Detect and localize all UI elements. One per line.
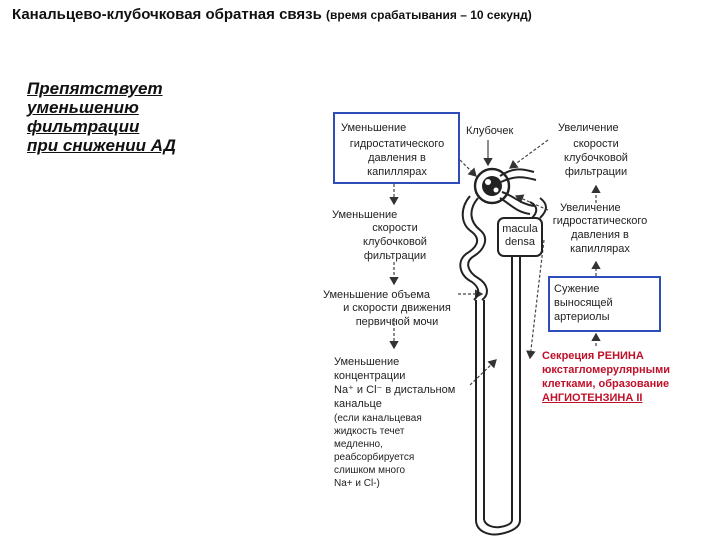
text-line: давления в — [571, 229, 629, 241]
text-line: (если канальцевая — [334, 413, 422, 424]
decrease-pressure-head: Уменьшение — [341, 122, 407, 134]
text-line: капиллярах — [367, 166, 427, 178]
constriction-text — [554, 282, 613, 324]
increase-pressure-text — [540, 214, 660, 256]
note-line: уменьшению — [27, 98, 139, 117]
glomerulus-tuft — [482, 176, 502, 196]
efferent-arteriole — [502, 192, 534, 206]
text-line: слишком много — [334, 465, 406, 476]
text-line: скорости — [372, 222, 418, 234]
proximal-tubule — [468, 198, 487, 300]
decrease-gfr-head: Уменьшение — [332, 209, 398, 221]
text-line: клубочковой — [363, 236, 427, 248]
text-line: Секреция РЕНИНА — [542, 350, 644, 362]
decrease-flow-head — [323, 288, 430, 302]
flow-tail-word: объема — [391, 289, 431, 301]
text-line: клубочковой — [564, 152, 628, 164]
text-line: гидростатического — [349, 138, 445, 150]
text-line: реабсорбируется — [334, 452, 415, 463]
glomerulus-label: Клубочек — [466, 125, 514, 137]
text-line: macula — [502, 223, 538, 235]
text-line: концентрации — [334, 370, 406, 382]
decrease-gfr-text — [335, 221, 455, 263]
text-line: юкстагломерулярными — [542, 364, 670, 376]
text-line: скорости — [573, 138, 619, 150]
text-line: гидростатического — [552, 215, 648, 227]
arrow-box1-to-glomerulus — [460, 160, 476, 176]
decrease-pressure-text — [337, 137, 457, 179]
increase-gfr-text — [540, 137, 652, 179]
text-line: артериолы — [554, 311, 610, 323]
arrow-macula-to-renin — [530, 240, 544, 358]
text-line: давления в — [368, 152, 426, 164]
decrease-flow-text — [332, 301, 462, 329]
text-line: выносящей — [554, 297, 613, 309]
text-line: Na+ и Cl-) — [334, 478, 380, 489]
decrease-conc-detail — [334, 412, 422, 490]
text-line: медленно, — [334, 439, 383, 450]
text-line: фильтрации — [564, 166, 628, 178]
decrease-conc-text — [334, 355, 455, 411]
text-line: фильтрации — [363, 250, 427, 262]
note-line: при снижении АД — [27, 136, 176, 155]
note-line: Препятствует — [27, 79, 163, 98]
text-line: канальце — [334, 398, 382, 410]
text-line: Na⁺ и Cl⁻ в дистальном — [334, 384, 456, 396]
text-line: Сужение — [554, 283, 600, 295]
text-line: первичной мочи — [355, 316, 439, 328]
flow-head-word: Уменьшение — [323, 289, 389, 301]
text-line: densa — [505, 236, 535, 248]
angiotensin-label: АНГИОТЕНЗИНА II — [542, 392, 643, 404]
note-line: фильтрации — [27, 117, 140, 136]
title-main: Канальцево-клубочковая обратная связь — [12, 6, 322, 23]
increase-pressure-head: Увеличение — [560, 202, 621, 214]
title-subtitle: (время срабатывания – 10 секунд) — [326, 8, 532, 22]
increase-gfr-head: Увеличение — [558, 122, 619, 134]
text-line: жидкость течет — [334, 426, 405, 437]
text-line: и скорости движения — [343, 302, 451, 314]
renin-text — [542, 349, 670, 405]
text-line: капиллярах — [570, 243, 630, 255]
macula-densa-label — [499, 223, 541, 249]
text-line: клетками, образование — [542, 378, 670, 390]
text-line: Уменьшение — [334, 356, 400, 368]
